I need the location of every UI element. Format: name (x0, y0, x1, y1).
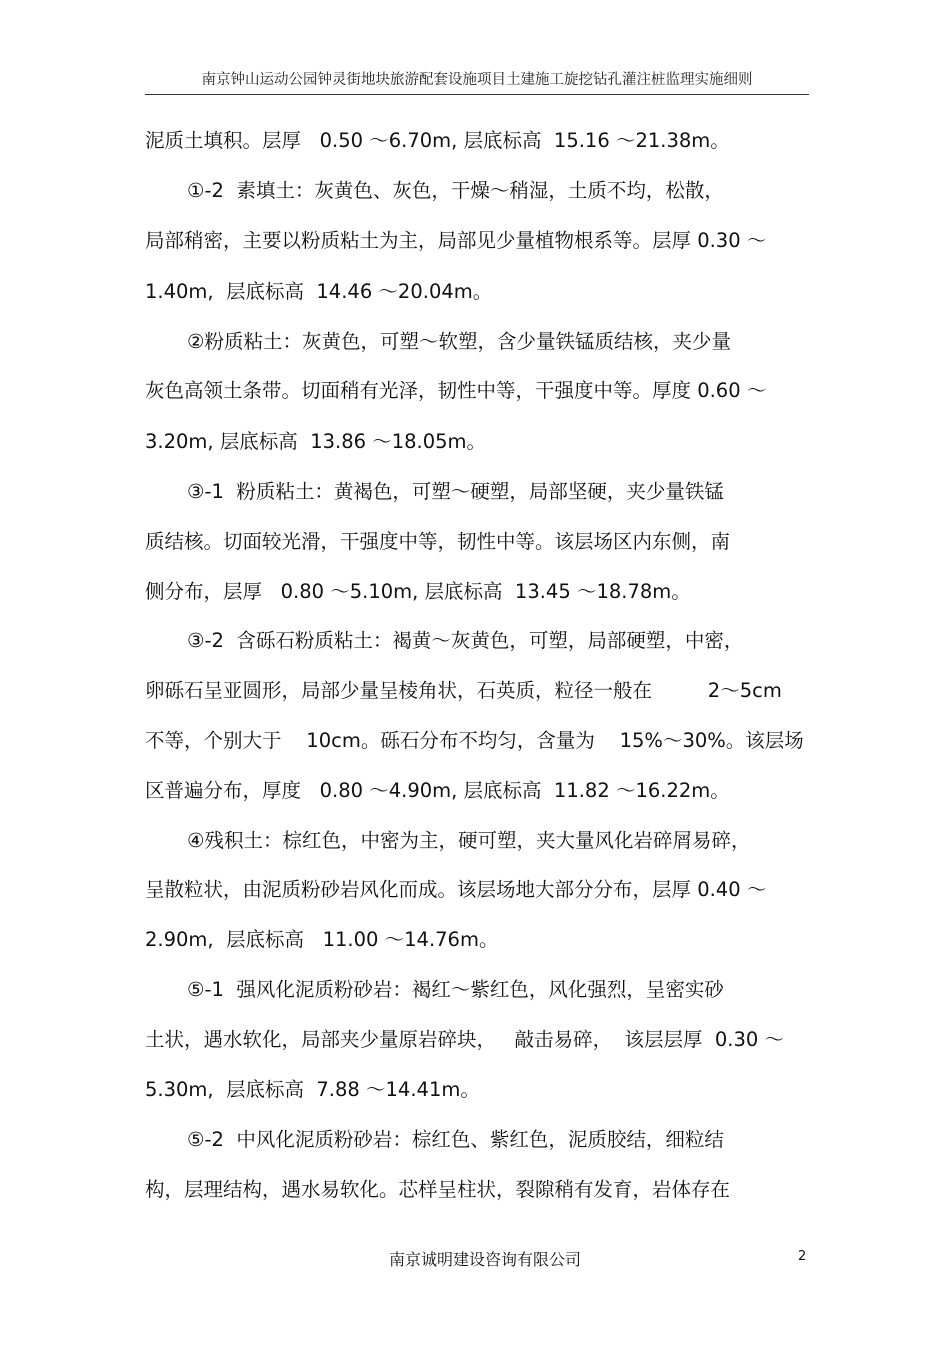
text-line: 呈散粒状，由泥质粉砂岩风化而成。该层场地大部分分布，层厚 0.40 ～ (145, 878, 767, 901)
text-line: 局部稍密，主要以粉质粘土为主，局部见少量植物根系等。层厚 0.30 ～ (145, 229, 767, 252)
text-line: ③-1 粉质粘土：黄褐色，可塑～硬塑，局部坚硬，夹少量铁锰 (187, 480, 724, 503)
text-line: 1.40m, 层底标高 14.46 ～20.04m。 (145, 280, 493, 303)
text-line: 卵砾石呈亚圆形，局部少量呈棱角状，石英质，粒径一般在 2～5cm (145, 679, 782, 702)
text-line: ⑤-1 强风化泥质粉砂岩：褐红～紫红色，风化强烈，呈密实砂 (187, 978, 724, 1001)
text-line: 灰色高领土条带。切面稍有光泽，韧性中等，干强度中等。厚度 0.60 ～ (145, 379, 767, 402)
text-line: 不等，个别大于 10cm。砾石分布不均匀，含量为 15%～30%。该层场 (145, 729, 804, 752)
text-line: ③-2 含砾石粉质粘土：褐黄～灰黄色，可塑，局部硬塑，中密， (187, 629, 744, 652)
text-line: 区普遍分布，厚度 0.80 ～4.90m, 层底标高 11.82 ～16.22m。 (145, 779, 730, 802)
text-line: ④残积土：棕红色，中密为主，硬可塑，夹大量风化岩碎屑易碎， (187, 829, 751, 852)
text-line: 2.90m, 层底标高 11.00 ～14.76m。 (145, 928, 499, 951)
text-line: 质结核。切面较光滑，干强度中等，韧性中等。该层场区内东侧，南 (145, 530, 731, 553)
text-line: ②粉质粘土：灰黄色，可塑～软塑，含少量铁锰质结核，夹少量 (187, 330, 731, 353)
text-line: ⑤-2 中风化泥质粉砂岩：棕红色、紫红色，泥质胶结，细粒结 (187, 1128, 724, 1151)
text-line: 土状，遇水软化，局部夹少量原岩碎块， 敲击易碎， 该层层厚 0.30 ～ (145, 1028, 785, 1051)
text-line: 泥质土填积。层厚 0.50 ～6.70m, 层底标高 15.16 ～21.38m。 (145, 129, 730, 152)
header-divider (145, 94, 809, 95)
text-line: ①-2 素填土：灰黄色、灰色，干燥～稍湿，土质不均，松散， (187, 179, 724, 202)
page-number: 2 (798, 1249, 807, 1264)
text-line: 5.30m, 层底标高 7.88 ～14.41m。 (145, 1078, 480, 1101)
footer-company: 南京诚明建设咨询有限公司 (388, 1250, 581, 1269)
text-line: 侧分布，层厚 0.80 ～5.10m, 层底标高 13.45 ～18.78m。 (145, 580, 691, 603)
text-line: 构，层理结构，遇水易软化。芯样呈柱状，裂隙稍有发育，岩体存在 (145, 1178, 731, 1201)
text-line: 3.20m, 层底标高 13.86 ～18.05m。 (145, 430, 487, 453)
running-header: 南京钟山运动公园钟灵街地块旅游配套设施项目土建施工旋挖钻孔灌注桩监理实施细则 (201, 72, 753, 88)
